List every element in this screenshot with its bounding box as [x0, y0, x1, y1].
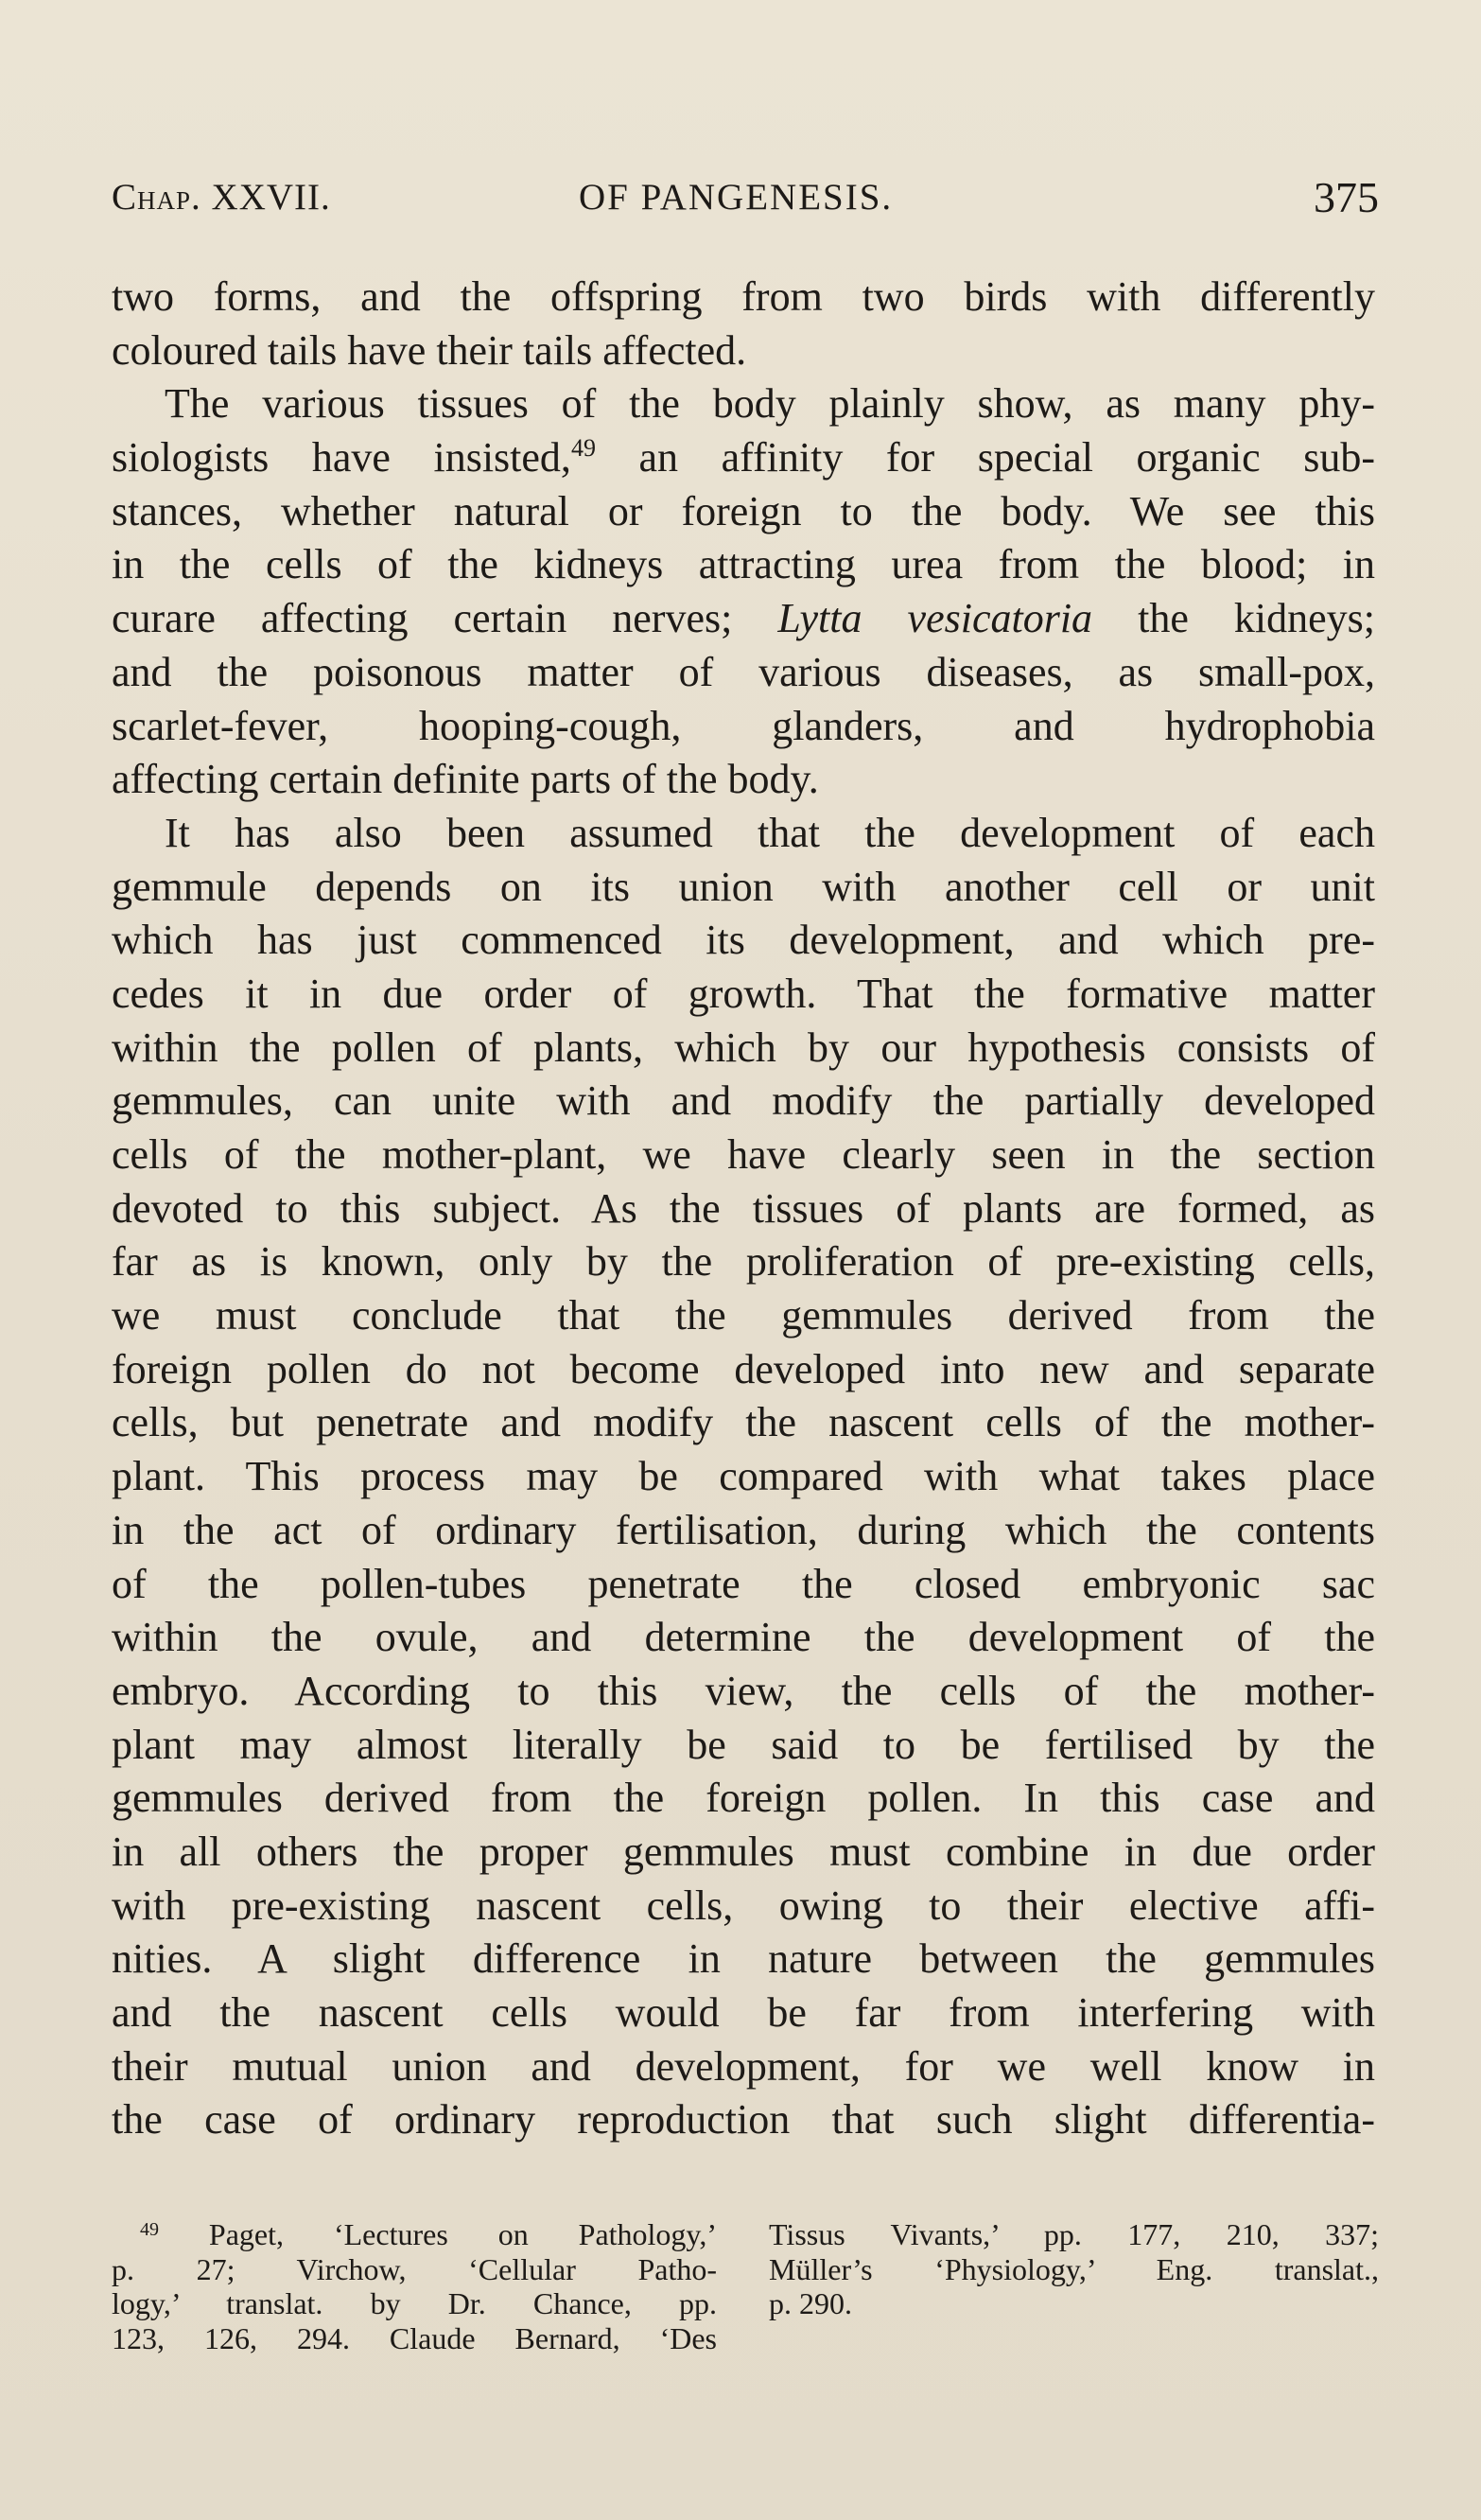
text-line: plant may almost literally be said to be fertilised by the [112, 1721, 1375, 1768]
text-line: It has also been assumed that the development of each [165, 809, 1375, 856]
text-span: siologists have insisted, [112, 434, 571, 481]
footnote-column-left [112, 2217, 717, 2355]
text-line: affecting certain definite parts of the body. [112, 756, 819, 803]
text-line: in the cells of the kidneys attracting urea from the blood; in [112, 541, 1375, 588]
running-title: OF PANGENESIS. [579, 177, 894, 218]
footnote-line: logy,’ translat. by Dr. Chance, pp. [112, 2286, 717, 2320]
text-line: of the pollen-tubes penetrate the closed embryonic sac [112, 1560, 1375, 1607]
body-text [112, 271, 1375, 2147]
text-line: scarlet-fever, hooping-cough, glanders, and hydrophobia [112, 702, 1375, 749]
text-line: which has just commenced its development, and which pre- [112, 917, 1375, 964]
footnote-column-right [769, 2217, 1379, 2321]
text-line [112, 431, 1375, 485]
text-span: the kidneys; [1092, 595, 1375, 642]
text-line: cells of the mother-plant, we have clearly seen in the section [112, 1131, 1375, 1178]
text-line: coloured tails have their tails affected. [112, 326, 747, 374]
footnote-line: p. 27; Virchow, ‘Cellular Patho- [112, 2251, 717, 2286]
text-span: an affinity for special organic sub- [595, 434, 1375, 481]
text-line: stances, whether natural or foreign to the body. We see this [112, 487, 1375, 534]
footnote-ref: 49 [570, 434, 596, 463]
running-header [112, 173, 1379, 229]
text-line: far as is known, only by the proliferation of pre-existing cells, [112, 1238, 1375, 1286]
text-line: foreign pollen do not become developed into new and separate [112, 1345, 1375, 1392]
text-line: embryo. According to this view, the cells of the mother- [112, 1667, 1375, 1714]
text-line: in the act of ordinary fertilisation, during which the contents [112, 1506, 1375, 1553]
text-line: within the ovule, and determine the development of the [112, 1614, 1375, 1661]
text-line: within the pollen of plants, which by our hypothesis consists of [112, 1024, 1375, 1071]
chapter-label: Chap. XXVII. [112, 177, 331, 218]
text-line: gemmule depends on its union with another cell or unit [112, 863, 1375, 910]
text-line [112, 592, 1375, 646]
footnote-marker: 49 [140, 2219, 159, 2240]
text-line: plant. This process may be compared with what takes place [112, 1453, 1375, 1500]
text-line: the case of ordinary reproduction that such slight differentia- [112, 2096, 1375, 2144]
text-span: Paget, ‘Lectures on Pathology,’ [159, 2217, 717, 2251]
text-line: and the poisonous matter of various diseases, as small-pox, [112, 648, 1375, 695]
page-number: 375 [1314, 173, 1379, 221]
text-line: cedes it in due order of growth. That the formative matter [112, 970, 1375, 1017]
footnote-line: Tissus Vivants,’ pp. 177, 210, 337; [769, 2217, 1379, 2251]
species-name: Lytta vesicatoria [777, 595, 1093, 642]
text-line: cells, but penetrate and modify the nascent cells of the mother- [112, 1399, 1375, 1446]
footnote-line: 123, 126, 294. Claude Bernard, ‘Des [112, 2320, 717, 2355]
text-line: The various tissues of the body plainly show, as many phy- [165, 380, 1375, 428]
text-line: in all others the proper gemmules must combine in due order [112, 1828, 1375, 1875]
footnote-line: Müller’s ‘Physiology,’ Eng. translat., [769, 2251, 1379, 2286]
text-line: with pre-existing nascent cells, owing to their elective affi- [112, 1881, 1375, 1929]
text-span: curare affecting certain nerves; [112, 595, 778, 642]
text-line: and the nascent cells would be far from interfering with [112, 1989, 1375, 2036]
text-line: nities. A slight difference in nature between the gemmules [112, 1935, 1375, 1983]
text-line: we must conclude that the gemmules derived from the [112, 1292, 1375, 1339]
text-line: devoted to this subject. As the tissues of plants are formed, as [112, 1184, 1375, 1232]
footnote-line: p. 290. [769, 2286, 852, 2320]
footnote-line [112, 2217, 717, 2252]
text-line: gemmules derived from the foreign pollen. In this case and [112, 1775, 1375, 1822]
text-line: their mutual union and development, for we well know in [112, 2042, 1375, 2090]
text-line: two forms, and the offspring from two birds with differently [112, 273, 1375, 320]
text-line: gemmules, can unite with and modify the partially developed [112, 1077, 1375, 1125]
